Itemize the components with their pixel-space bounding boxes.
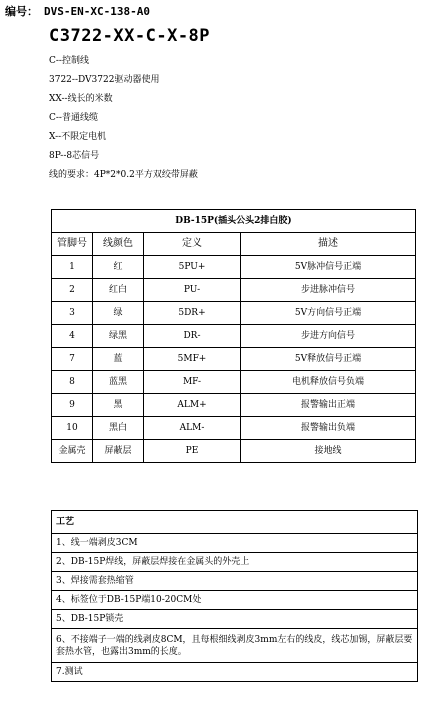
wire-color: 黑 bbox=[93, 394, 144, 417]
process-step: 6、不接端子一端的线剥皮8CM，且每根细线剥皮3mm左右的线皮，线芯加锡，屏蔽层要套热水管，也露出3mm的长度。 bbox=[52, 629, 418, 663]
pin-number: 3 bbox=[52, 302, 93, 325]
pin-number: 金属壳 bbox=[52, 440, 93, 463]
table-row bbox=[52, 417, 416, 440]
process-table bbox=[51, 510, 418, 682]
wire-color: 红 bbox=[93, 256, 144, 279]
legend-line: 8P--8芯信号 bbox=[49, 151, 100, 161]
signal-definition: PE bbox=[144, 440, 241, 463]
process-step: 7.测试 bbox=[52, 663, 418, 682]
legend-line: C--控制线 bbox=[49, 56, 89, 66]
pin-number: 8 bbox=[52, 371, 93, 394]
signal-definition: MF- bbox=[144, 371, 241, 394]
table-row bbox=[52, 325, 416, 348]
document-number-value: DVS-EN-XC-138-A0 bbox=[44, 5, 150, 18]
table-row bbox=[52, 394, 416, 417]
column-header: 管脚号 bbox=[52, 233, 93, 256]
signal-description: 5V脉冲信号正端 bbox=[241, 256, 416, 279]
pin-number: 7 bbox=[52, 348, 93, 371]
pin-table-title: DB-15P(插头公头2排白胶) bbox=[52, 210, 416, 233]
wire-color: 蓝黑 bbox=[93, 371, 144, 394]
pin-number: 1 bbox=[52, 256, 93, 279]
signal-definition: DR- bbox=[144, 325, 241, 348]
wire-color: 屏蔽层 bbox=[93, 440, 144, 463]
model-legend bbox=[49, 52, 198, 185]
wire-color: 黑白 bbox=[93, 417, 144, 440]
signal-definition: ALM+ bbox=[144, 394, 241, 417]
document-number-label: 编号： bbox=[5, 5, 38, 18]
table-row bbox=[52, 256, 416, 279]
process-step: 4、标签位于DB-15P端10-20CM处 bbox=[52, 591, 418, 610]
pin-definition-table bbox=[51, 209, 416, 463]
wire-color: 红白 bbox=[93, 279, 144, 302]
table-row bbox=[52, 348, 416, 371]
legend-line: 3722--DV3722驱动器使用 bbox=[49, 75, 160, 85]
column-header: 定义 bbox=[144, 233, 241, 256]
signal-description: 5V释放信号正端 bbox=[241, 348, 416, 371]
pin-number: 9 bbox=[52, 394, 93, 417]
pin-number: 4 bbox=[52, 325, 93, 348]
document-number bbox=[5, 3, 150, 19]
column-header: 线颜色 bbox=[93, 233, 144, 256]
wire-color: 绿黑 bbox=[93, 325, 144, 348]
process-step: 1、线一端剥皮3CM bbox=[52, 534, 418, 553]
process-step: 2、DB-15P焊线，屏蔽层焊接在金属头的外壳上 bbox=[52, 553, 418, 572]
pin-number: 10 bbox=[52, 417, 93, 440]
legend-line: X--不限定电机 bbox=[49, 132, 107, 142]
pin-number: 2 bbox=[52, 279, 93, 302]
legend-line: XX--线长的米数 bbox=[49, 94, 113, 104]
signal-description: 接地线 bbox=[241, 440, 416, 463]
table-row bbox=[52, 371, 416, 394]
model-code: C3722-XX-C-X-8P bbox=[49, 26, 211, 46]
signal-description: 电机释放信号负端 bbox=[241, 371, 416, 394]
signal-description: 5V方向信号正端 bbox=[241, 302, 416, 325]
process-step: 3、焊接需套热缩管 bbox=[52, 572, 418, 591]
signal-description: 步进脉冲信号 bbox=[241, 279, 416, 302]
wire-color: 绿 bbox=[93, 302, 144, 325]
table-row bbox=[52, 302, 416, 325]
signal-description: 步进方向信号 bbox=[241, 325, 416, 348]
table-row bbox=[52, 440, 416, 463]
column-header: 描述 bbox=[241, 233, 416, 256]
table-row bbox=[52, 279, 416, 302]
signal-description: 报警输出负端 bbox=[241, 417, 416, 440]
signal-definition: PU- bbox=[144, 279, 241, 302]
process-step: 5、DB-15P锁壳 bbox=[52, 610, 418, 629]
process-title: 工艺 bbox=[52, 511, 418, 534]
signal-definition: ALM- bbox=[144, 417, 241, 440]
signal-definition: 5MF+ bbox=[144, 348, 241, 371]
signal-description: 报警输出正端 bbox=[241, 394, 416, 417]
legend-line: 线的要求：4P*2*0.2平方双绞带屏蔽 bbox=[49, 170, 198, 180]
wire-color: 蓝 bbox=[93, 348, 144, 371]
legend-line: C--普通线缆 bbox=[49, 113, 98, 123]
signal-definition: 5DR+ bbox=[144, 302, 241, 325]
signal-definition: 5PU+ bbox=[144, 256, 241, 279]
